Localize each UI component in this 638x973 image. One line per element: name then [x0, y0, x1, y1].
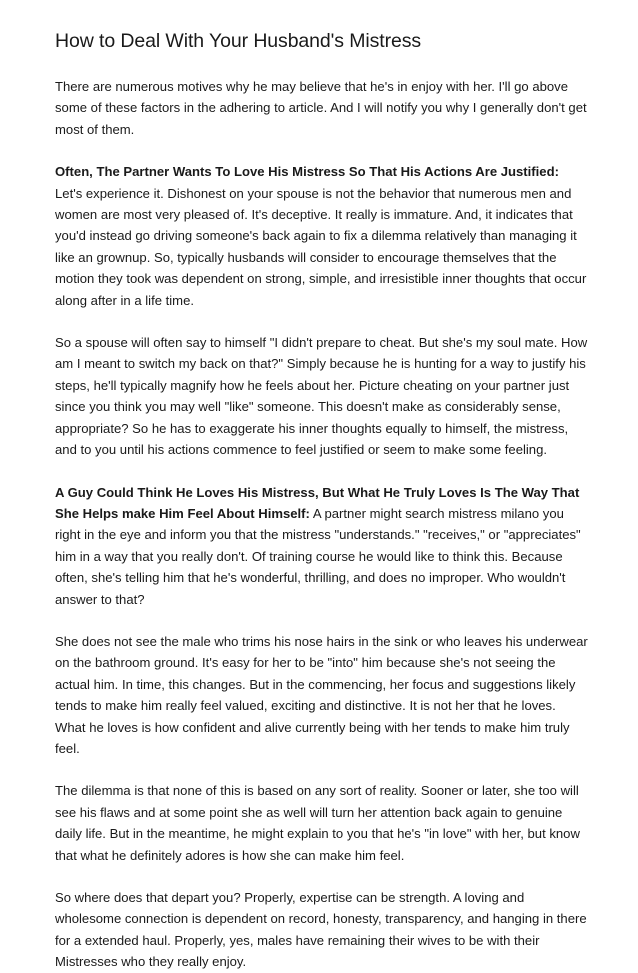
- paragraph-6-text: The dilemma is that none of this is based on any sort of reality. Sooner or later, she too will see his flaws and at some point she as well will turn her attention back again to genuine daily life. But in the meantime, he might explain to you that he's "in love" with her, but know that what he definitely adores is how she can make him feel.: [55, 783, 580, 863]
- paragraph-1-text: There are numerous motives why he may believe that he's in enjoy with her. I'll go above some of these factors in the adhering to article. And I will notify you why I generally don't get most of them.: [55, 79, 587, 137]
- paragraph-5: [55, 631, 588, 759]
- paragraph-5-text: She does not see the male who trims his nose hairs in the sink or who leaves his underwear on the bathroom ground. It's easy for her to be "into" him because she's not seeing the actual him. In time, this changes. But in the commencing, her focus and suggestions likely tends to make him really feel valued, exciting and distinctive. It is not her that he loves. What he loves is how confident and alive currently being with her tends to make him truly feel.: [55, 633, 588, 756]
- paragraph-2: [55, 161, 588, 311]
- paragraph-3-text: So a spouse will often say to himself "I didn't prepare to cheat. But she's my soul mate. How am I meant to switch my back on that?" Simply because he is hunting for a way to justify his steps, he'll typically magnify how he feels about her. Picture cheating on your partner just since you think you may well "like" someone. This doesn't make as considerably sense, appropriate? So he has to exaggerate his inner thoughts equally to himself, the mistress, and to you until his actions commence to feel justified or seem to make some feeling.: [55, 335, 588, 458]
- paragraph-4-heading: A Guy Could Think He Loves His Mistress, But What He Truly Loves Is The Way That She Helps make Him Feel About Himself:: [55, 484, 580, 521]
- paragraph-4: [55, 482, 588, 610]
- document-title: How to Deal With Your Husband's Mistress: [55, 30, 422, 52]
- paragraph-2-heading: Often, The Partner Wants To Love His Mistress So That His Actions Are Justified:: [55, 164, 559, 180]
- paragraph-2-text: Let's experience it. Dishonest on your spouse is not the behavior that numerous men and women are most very pleased of. It's deceptive. It really is immature. And, it indicates that you'd instead go driving someone's back again to fix a dilemma relatively than managing it like an grownup. So, typically husbands will consider to encourage themselves that the motion they took was dependent on strong, simple, and irresistible inner thoughts that occur along after in a life time.: [55, 185, 587, 308]
- paragraph-1: [55, 76, 588, 140]
- paragraph-7-text: So where does that depart you? Properly, expertise can be strength. A loving and wholesome connection is dependent on record, honesty, transparency, and hanging in there for a extended haul. Properly, yes, males have remaining their wives to be with their Mistresses who they really enjoy.: [55, 890, 587, 970]
- paragraph-4-text: A partner might search mistress milano you right in the eye and inform you that the mistress "understands." "receives," or "appreciates" him in a way that you really don't. Of training course he would like to think this. Because often, she's telling him that he's wonderful, thrilling, and does no improper. Who wouldn't answer to that?: [55, 505, 581, 607]
- paragraph-6: [55, 780, 588, 866]
- paragraph-7: [55, 887, 588, 973]
- paragraph-3: [55, 332, 588, 460]
